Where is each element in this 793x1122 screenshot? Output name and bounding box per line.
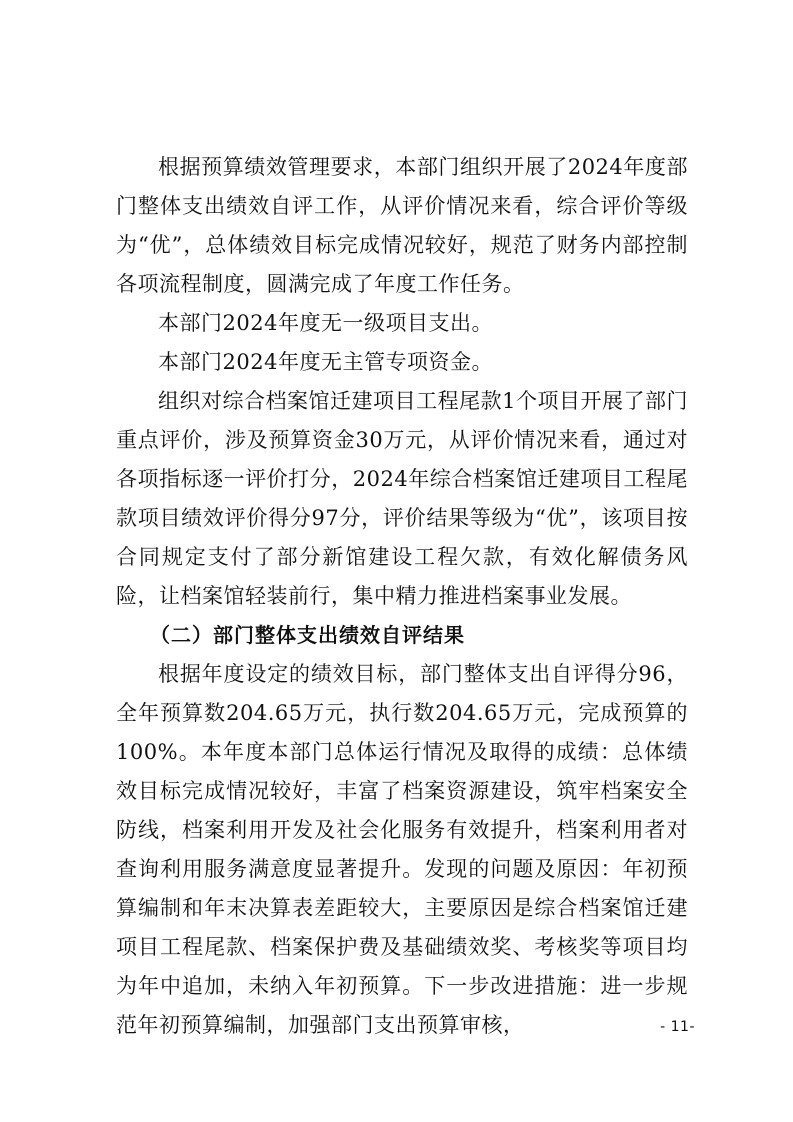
paragraph-overall-results: 根据年度设定的绩效目标，部门整体支出自评得分96，全年预算数204.65万元，执行数204.65万元，完成预算的100%。本年度本部门总体运行情况及取得的成绩：总体绩效目标完成情况较好，丰富了档案资源建设，筑牢档案安全防线，档案利用开发及社会化服务有效提升，档案利用者对查询利用服务满意度显著提升。发现的问题及原因：年初预算编制和年末决算表差距较大，主要原因是综合档案馆迁建项目工程尾款、档案保护费及基础绩效奖、考核奖等项目均为年中追加，未纳入年初预算。下一步改进措施：进一步规范年初预算编制，加强部门支出预算审核，: [116, 662, 688, 1037]
section-heading: （二）部门整体支出绩效自评结果: [150, 623, 465, 647]
paragraph-no-level-one-project: 本部门2024年度无一级项目支出。: [158, 311, 493, 335]
document-body: [116, 148, 688, 1045]
paragraph-no-special-funds: 本部门2024年度无主管专项资金。: [158, 350, 493, 374]
page-number: - 11-: [660, 1019, 695, 1035]
paragraph-self-evaluation-summary: 根据预算绩效管理要求，本部门组织开展了2024年度部门整体支出绩效自评工作，从评价情况来看，综合评价等级为“优”，总体绩效目标完成情况较好，规范了财务内部控制各项流程制度，圆满完成了年度工作任务。: [116, 155, 688, 296]
paragraph-key-evaluation: 组织对综合档案馆迁建项目工程尾款1个项目开展了部门重点评价，涉及预算资金30万元，从评价情况来看，通过对各项指标逐一评价打分，2024年综合档案馆迁建项目工程尾款项目绩效评价得分97分，评价结果等级为“优”，该项目按合同规定支付了部分新馆建设工程欠款，有效化解债务风险，让档案馆轻装前行，集中精力推进档案事业发展。: [116, 389, 688, 608]
